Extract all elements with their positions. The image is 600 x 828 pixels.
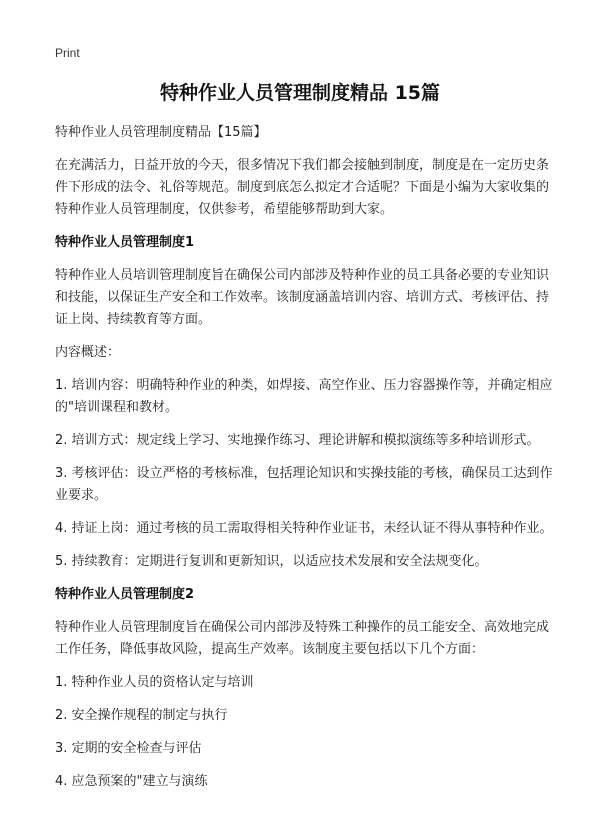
list-item: 1. 特种作业人员的资格认定与培训 [55,675,254,690]
list-item: 2. 培训方式：规定线上学习、实地操作练习、理论讲解和模拟演练等多种培训形式。 [55,433,540,448]
overview-label: 内容概述： [55,345,121,360]
section-heading-2: 特种作业人员管理制度2 [55,587,195,602]
list-item: 4. 应急预案的"建立与演练 [55,774,208,789]
print-link[interactable]: Print [55,46,80,60]
list-item: 2. 安全操作规程的制定与执行 [55,708,228,723]
intro-subtitle: 特种作业人员管理制度精品【15篇】 [55,125,267,140]
intro-paragraph: 在充满活力，日益开放的今天，很多情况下我们都会接触到制度，制度是在一定历史条件下形成的法令、礼俗等规范。制度到底怎么拟定才合适呢？下面是小编为大家收集的特种作业人员管理制度，仅供参考，希望能够帮助到大家。 [55,158,550,217]
section-heading-1: 特种作业人员管理制度1 [55,235,195,250]
page-title: 特种作业人员管理制度精品 15篇 [159,82,441,104]
section1-paragraph: 特种作业人员培训管理制度旨在确保公司内部涉及特种作业的员工具备必要的专业知识和技能，以保证生产安全和工作效率。该制度涵盖培训内容、培训方式、考核评估、持证上岗、持续教育等方面。 [55,268,550,327]
list-item: 3. 定期的安全检查与评估 [55,741,202,756]
document-body [55,122,555,804]
list-item: 3. 考核评估：设立严格的考核标准，包括理论知识和实操技能的考核，确保员工达到作业要求。 [55,466,553,503]
section2-paragraph: 特种作业人员管理制度旨在确保公司内部涉及特殊工种操作的员工能安全、高效地完成工作任务，降低事故风险，提高生产效率。该制度主要包括以下几个方面： [55,620,550,657]
list-item: 4. 持证上岗：通过考核的员工需取得相关特种作业证书，未经认证不得从事特种作业。 [55,521,553,536]
list-item: 5. 持续教育：定期进行复训和更新知识，以适应技术发展和安全法规变化。 [55,554,488,569]
list-item: 1. 培训内容：明确特种作业的种类，如焊接、高空作业、压力容器操作等，并确定相应的"培训课程和教材。 [55,378,553,415]
